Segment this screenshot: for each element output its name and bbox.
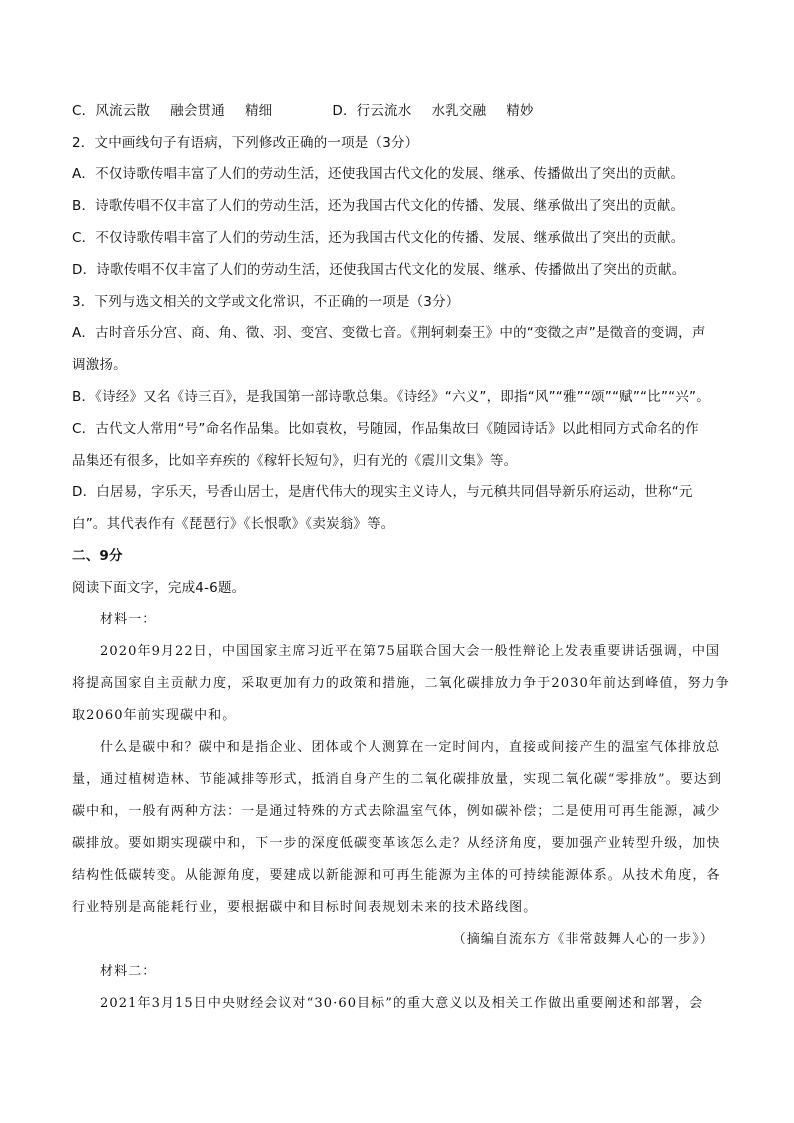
material1-p2-line2: 量，通过植树造林、节能减排等形式，抵消自身产生的二氧化碳排放量，实现二氧化碳“零排放”。要达到 xyxy=(72,772,722,787)
q2-option-d: D．诗歌传唱不仅丰富了人们的劳动生活，还使我国古代文化的发展、继承、传播做出了突出的贡献。 xyxy=(72,262,686,278)
material1-p2-line3: 碳中和，一般有两种方法：一是通过特殊的方式去除温室气体，例如碳补偿；二是使用可再生能源，减少 xyxy=(72,804,721,819)
material1-p1-line3: 取2060年前实现碳中和。 xyxy=(72,708,237,723)
q3-option-b: B．《诗经》又名《诗三百》，是我国第一部诗歌总集。《诗经》“六义”，即指“风”“雅”“颂”“赋”“比”“兴”。 xyxy=(72,389,710,405)
q3-option-a-line1: A．古时音乐分宫、商、角、徵、羽、变宫、变徵七音。《荆轲刺秦王》中的“变徵之声”是徵音的变调，声 xyxy=(72,325,706,341)
q2-option-b: B．诗歌传唱不仅丰富了人们的劳动生活，还为我国古代文化的传播、发展、继承做出了突出的贡献。 xyxy=(72,198,685,214)
material1-p1-line2: 将提高国家自主贡献力度，采取更加有力的政策和措施，二氧化碳排放力争于2030年前达到峰值，努力争 xyxy=(72,676,730,691)
q3-stem: 3．下列与选文相关的文学或文化常识，不正确的一项是（3分） xyxy=(72,294,460,310)
material2-label: 材料二： xyxy=(100,964,157,979)
material1-p2-line1: 什么是碳中和？碳中和是指企业、团体或个人测算在一定时间内，直接或间接产生的温室气体排放总 xyxy=(100,740,721,755)
material1-p2-line4: 碳排放。要如期实现碳中和，下一步的深度低碳变革该怎么走？从经济角度，要加强产业转型升级，加快 xyxy=(72,836,721,851)
q1-option-c-word3: 精细 xyxy=(244,103,273,119)
q1-option-d-word3: 精妙 xyxy=(506,103,534,119)
material1-p2-line5: 结构性低碳转变。从能源角度，要建成以新能源和可再生能源为主体的可持续能源体系。从技术角度，各 xyxy=(72,868,721,883)
q3-option-d-line2: 白”。其代表作有《琵琶行》《长恨歌》《卖炭翁》等。 xyxy=(72,516,395,532)
material2-p1-line1: 2021年3月15日中央财经会议对“30·60目标”的重大意义以及相关工作做出重要阐述和部署，会 xyxy=(100,996,704,1011)
q1-option-d-word2: 水乳交融 xyxy=(431,103,487,119)
q3-option-c-line1: C．古代文人常用“号”命名作品集。比如袁枚，号随园，作品集故曰《随园诗话》以此相同方式命名的作 xyxy=(72,421,699,437)
material1-label: 材料一： xyxy=(100,612,157,627)
q1-option-d-label: D．行云流水 xyxy=(332,103,412,119)
material1-p2-line6: 行业特别是高能耗行业，要根据碳中和目标时间表规划未来的技术路线图。 xyxy=(72,900,538,915)
q2-option-a: A．不仅诗歌传唱丰富了人们的劳动生活，还使我国古代文化的发展、继承、传播做出了突出的贡献。 xyxy=(72,166,685,182)
material1-source: （摘编自流东方《非常鼓舞人心的一步》） xyxy=(452,932,714,947)
q2-option-c: C．不仅诗歌传唱丰富了人们的劳动生活，还为我国古代文化的传播、发展、继承做出了突出的贡献。 xyxy=(72,230,685,246)
q1-option-c-word2: 融会贯通 xyxy=(170,103,225,119)
q2-stem: 2．文中画线句子有语病，下列修改正确的一项是（3分） xyxy=(72,135,419,151)
q1-option-c-label: C．风流云散 xyxy=(72,103,151,119)
q3-option-d-line1: D．白居易，字乐天，号香山居士，是唐代伟大的现实主义诗人，与元稹共同倡导新乐府运动，世称“元 xyxy=(72,484,693,500)
q3-option-c-line2: 品集还有很多，比如辛弃疾的《稼轩长短句》，归有光的《震川文集》等。 xyxy=(72,453,518,469)
material1-p1-line1: 2020年9月22日，中国国家主席习近平在第75届联合国大会一般性辩论上发表重要讲话强调，中国 xyxy=(100,644,721,659)
q1-option-c xyxy=(72,101,534,121)
section-heading: 二、9分 xyxy=(72,548,123,564)
q3-option-a-line2: 调激扬。 xyxy=(72,357,127,373)
section-instruction: 阅读下面文字，完成4-6题。 xyxy=(72,580,246,596)
